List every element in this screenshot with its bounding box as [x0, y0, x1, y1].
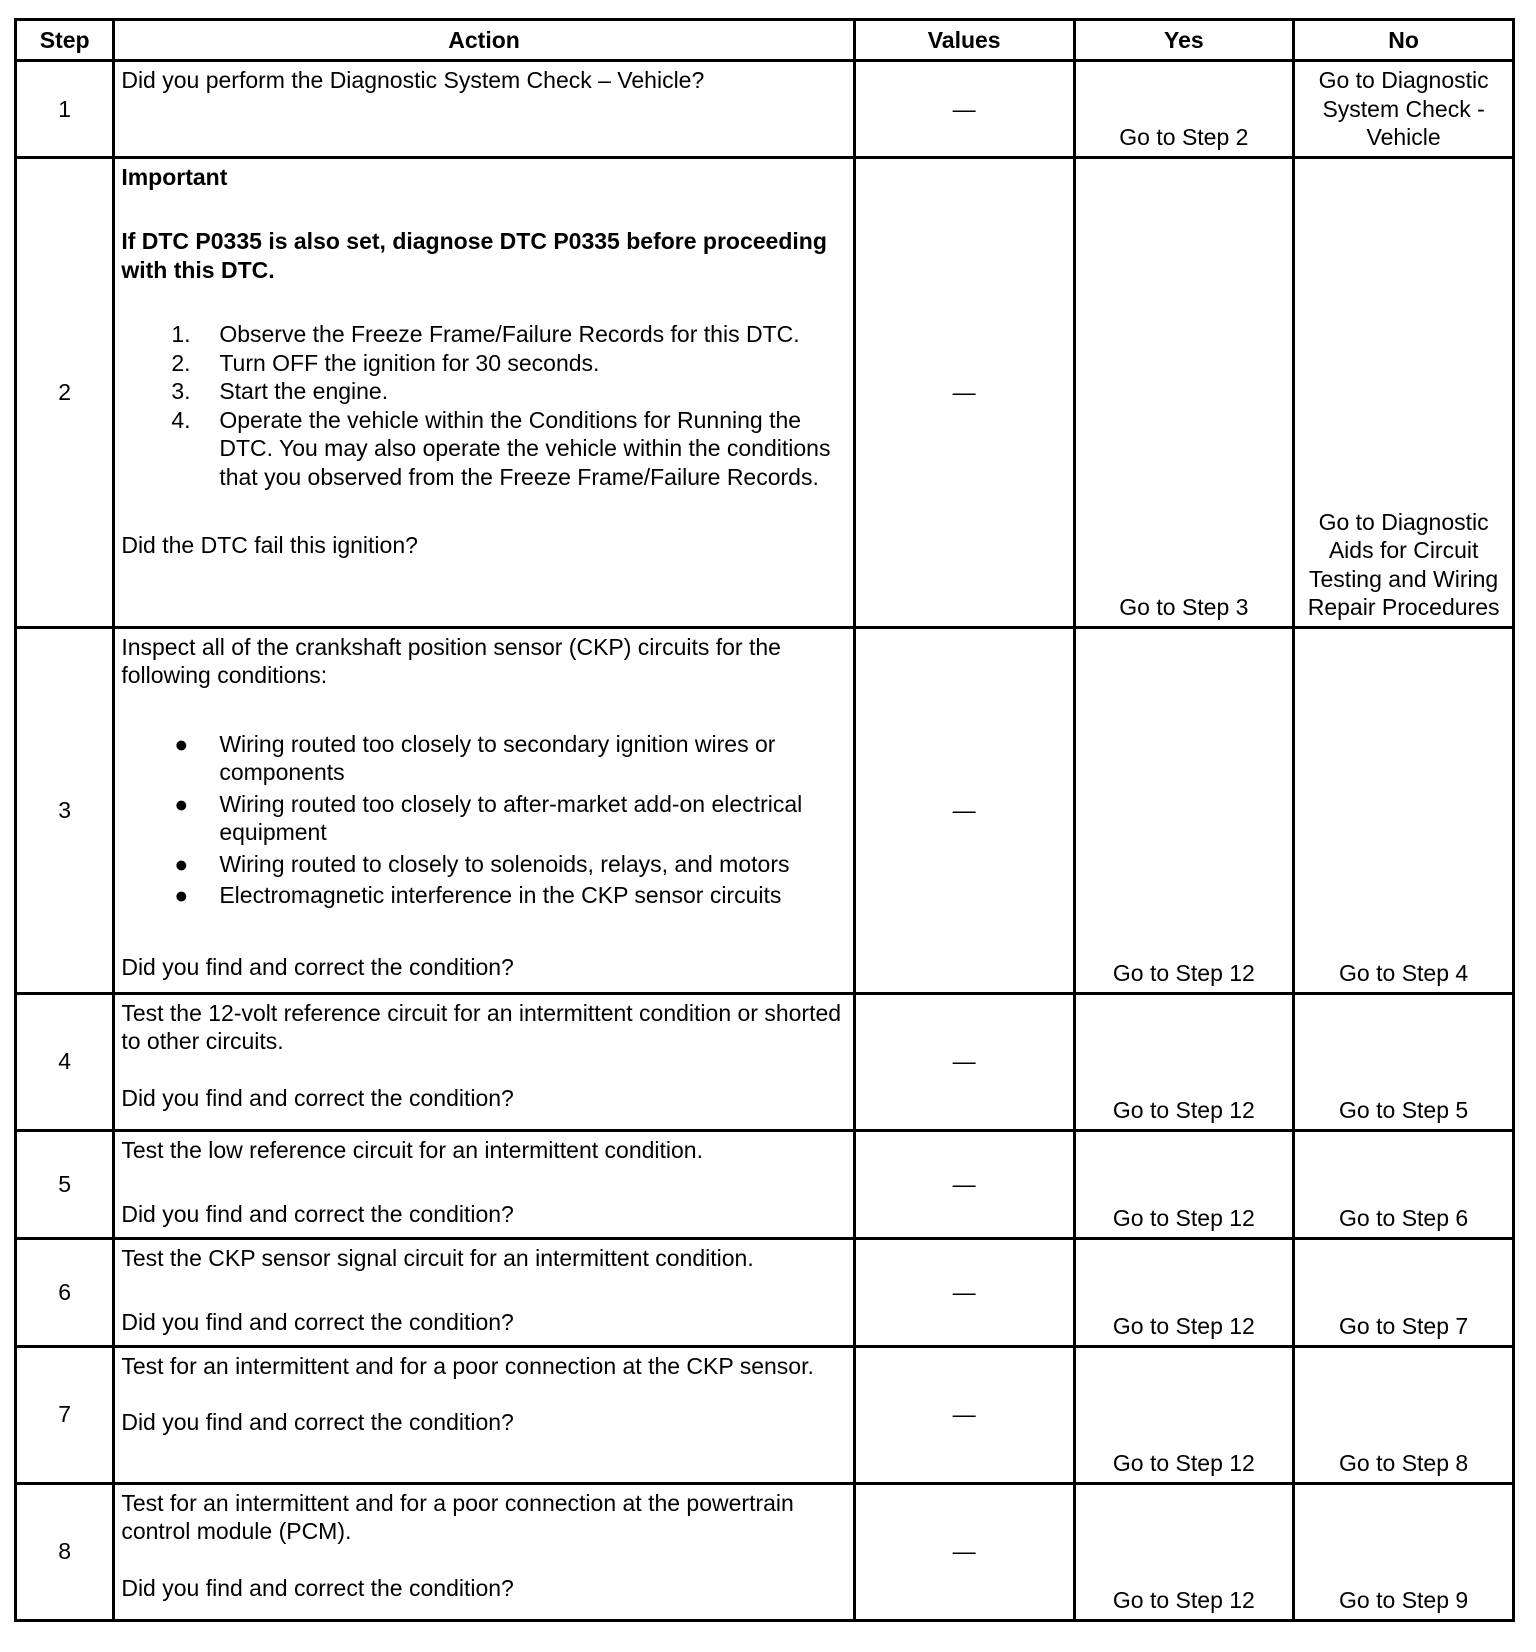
bullet-icon: ●	[174, 882, 189, 908]
yes-cell: Go to Step 12	[1074, 627, 1294, 993]
list-item	[171, 790, 844, 847]
bullet-icon: ●	[174, 730, 189, 757]
action-intro: Test for an intermittent and for a poor connection at the CKP sensor.	[121, 1352, 814, 1379]
important-title: Important	[121, 163, 228, 190]
procedure-steps	[121, 320, 844, 491]
no-cell: Go to Diagnostic Aids for Circuit Testing and Wiring Repair Procedures	[1294, 157, 1514, 627]
action-question: Did you find and correct the condition?	[121, 1409, 514, 1435]
diagnostic-table	[14, 18, 1515, 1622]
header-action: Action	[114, 20, 854, 61]
list-text: Observe the Freeze Frame/Failure Records for this DTC.	[219, 321, 800, 347]
yes-cell: Go to Step 12	[1074, 993, 1294, 1130]
action-intro: Test for an intermittent and for a poor connection at the powertrain control module (PCM).	[121, 1489, 794, 1544]
header-values: Values	[854, 20, 1074, 61]
action-question: Did you find and correct the condition?	[121, 1084, 514, 1111]
values-cell: —	[854, 627, 1074, 993]
important-text: If DTC P0335 is also set, diagnose DTC P0335 before proceeding with this DTC.	[121, 228, 827, 283]
no-cell: Go to Step 9	[1294, 1483, 1514, 1620]
header-no: No	[1294, 20, 1514, 61]
step-number: 6	[16, 1238, 114, 1346]
action-cell	[114, 1130, 854, 1238]
step-number: 2	[16, 157, 114, 627]
bullet-icon: ●	[174, 790, 189, 817]
step-number: 8	[16, 1483, 114, 1620]
values-cell: —	[854, 993, 1074, 1130]
no-cell: Go to Step 6	[1294, 1130, 1514, 1238]
table-row	[16, 993, 1514, 1130]
step-number: 5	[16, 1130, 114, 1238]
no-cell: Go to Step 7	[1294, 1238, 1514, 1346]
step-number: 3	[16, 627, 114, 993]
values-cell: —	[854, 61, 1074, 158]
list-item	[171, 377, 844, 406]
yes-cell: Go to Step 3	[1074, 157, 1294, 627]
list-item	[171, 850, 844, 879]
action-question: Did the DTC fail this ignition?	[121, 532, 418, 558]
yes-cell: Go to Step 2	[1074, 61, 1294, 158]
action-cell	[114, 1346, 854, 1483]
step-number: 4	[16, 993, 114, 1130]
action-cell	[114, 1238, 854, 1346]
table-row	[16, 1130, 1514, 1238]
list-text: Turn OFF the ignition for 30 seconds.	[219, 349, 600, 376]
bullet-icon: ●	[174, 850, 189, 877]
list-number: 3.	[171, 378, 191, 404]
action-cell	[114, 627, 854, 993]
list-item	[171, 881, 844, 910]
values-cell: —	[854, 1130, 1074, 1238]
yes-cell: Go to Step 12	[1074, 1483, 1294, 1620]
list-number: 1.	[171, 321, 191, 347]
no-cell: Go to Step 8	[1294, 1346, 1514, 1483]
list-text: Start the engine.	[219, 378, 389, 404]
action-question: Did you find and correct the condition?	[121, 1309, 514, 1335]
action-intro: Test the 12-volt reference circuit for an intermittent condition or shorted to other circuits.	[121, 999, 842, 1054]
table-row	[16, 1483, 1514, 1620]
action-cell	[114, 157, 854, 627]
action-question: Did you find and correct the condition?	[121, 1574, 514, 1601]
action-intro: Inspect all of the crankshaft position sensor (CKP) circuits for the following conditions:	[121, 633, 781, 688]
header-row	[16, 20, 1514, 61]
table-row	[16, 1238, 1514, 1346]
action-intro: Test the low reference circuit for an intermittent condition.	[121, 1136, 703, 1163]
condition-list	[121, 730, 844, 910]
table-row	[16, 61, 1514, 158]
action-question: Did you perform the Diagnostic System Check – Vehicle?	[121, 67, 705, 93]
list-item	[171, 320, 844, 349]
list-text: Operate the vehicle within the Conditions for Running the DTC. You may also operate the vehicle within the conditions that you observed from the Freeze Frame/Failure Records.	[219, 406, 831, 490]
values-cell: —	[854, 1238, 1074, 1346]
yes-cell: Go to Step 12	[1074, 1346, 1294, 1483]
values-cell: —	[854, 1346, 1074, 1483]
action-cell	[114, 1483, 854, 1620]
table-row	[16, 627, 1514, 993]
list-item	[171, 406, 844, 492]
yes-cell: Go to Step 12	[1074, 1238, 1294, 1346]
table-row	[16, 1346, 1514, 1483]
yes-cell: Go to Step 12	[1074, 1130, 1294, 1238]
list-text: Wiring routed too closely to after-market add-on electrical equipment	[219, 790, 803, 845]
list-number: 2.	[171, 349, 191, 376]
step-number: 7	[16, 1346, 114, 1483]
header-step: Step	[16, 20, 114, 61]
action-question: Did you find and correct the condition?	[121, 953, 514, 980]
list-item	[171, 349, 844, 378]
action-cell	[114, 993, 854, 1130]
action-intro: Test the CKP sensor signal circuit for an intermittent condition.	[121, 1244, 754, 1271]
table-row	[16, 157, 1514, 627]
no-cell: Go to Diagnostic System Check - Vehicle	[1294, 61, 1514, 158]
no-cell: Go to Step 5	[1294, 993, 1514, 1130]
list-text: Wiring routed too closely to secondary ignition wires or components	[219, 730, 776, 785]
values-cell: —	[854, 1483, 1074, 1620]
no-cell: Go to Step 4	[1294, 627, 1514, 993]
action-question: Did you find and correct the condition?	[121, 1201, 514, 1227]
list-item	[171, 730, 844, 787]
step-number: 1	[16, 61, 114, 158]
action-cell	[114, 61, 854, 158]
header-yes: Yes	[1074, 20, 1294, 61]
list-text: Electromagnetic interference in the CKP sensor circuits	[219, 882, 782, 908]
list-text: Wiring routed to closely to solenoids, relays, and motors	[219, 850, 790, 877]
values-cell: —	[854, 157, 1074, 627]
list-number: 4.	[171, 406, 191, 433]
